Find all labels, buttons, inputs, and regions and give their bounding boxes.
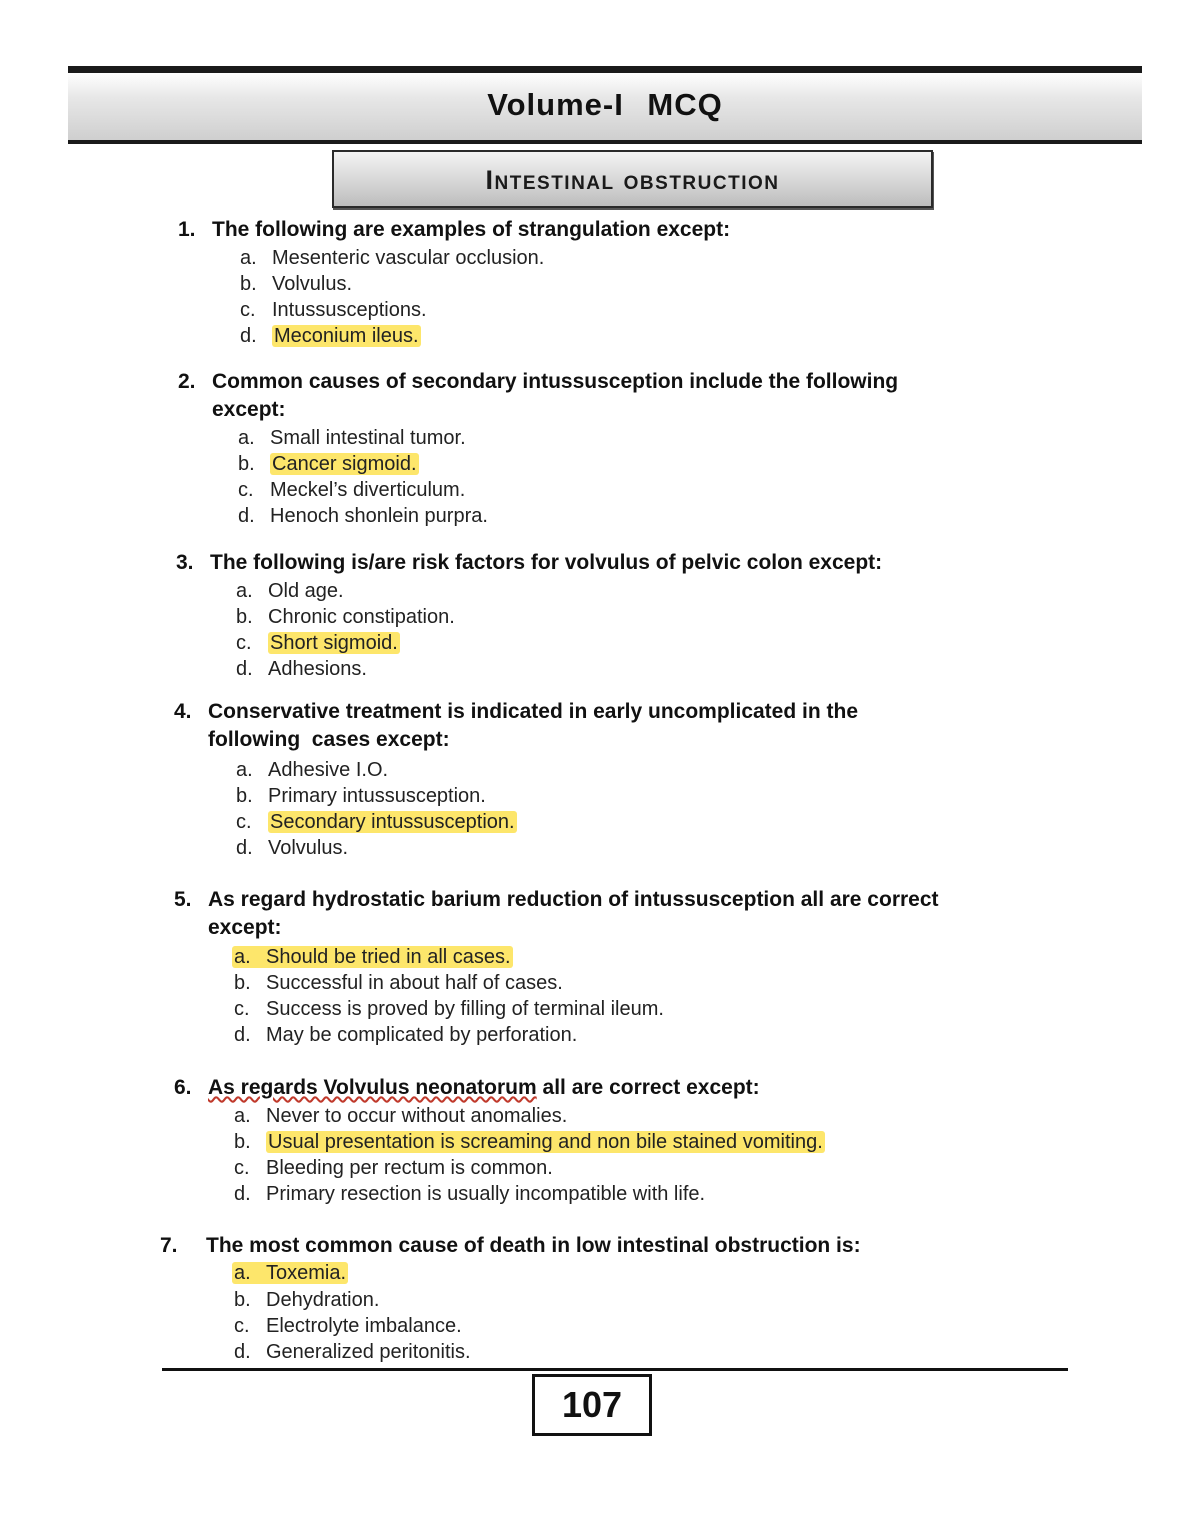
option: a. Adhesive I.O. (236, 759, 389, 781)
option: b. Dehydration. (234, 1289, 380, 1311)
option: a. Old age. (236, 580, 344, 602)
option: b. Successful in about half of cases. (234, 972, 563, 994)
answer-highlight: Meconium ileus. (274, 325, 419, 347)
option: d. Adhesions. (236, 658, 367, 680)
option: d. Henoch shonlein purpra. (238, 505, 488, 527)
question-text: The following are examples of strangulation except: (212, 218, 731, 241)
option: c. Success is proved by filling of terminal ileum. (234, 998, 664, 1020)
option: b. Primary intussusception. (236, 785, 486, 807)
option: d. Volvulus. (236, 837, 349, 859)
answer-highlight: Secondary intussusception. (270, 811, 515, 833)
question-text: The following is/are risk factors for volvulus of pelvic colon except: (210, 551, 883, 574)
option: b. Volvulus. (240, 273, 353, 295)
question-number: 3. (176, 551, 194, 574)
question-text: Conservative treatment is indicated in early uncomplicated in the following cases except: (208, 700, 859, 751)
answer-highlight: a. Should be tried in all cases. (234, 946, 511, 968)
option-correct (232, 1261, 348, 1285)
option: c. Meckel’s diverticulum. (238, 479, 466, 501)
option-correct: d. Meconium ileus. (240, 325, 419, 347)
header-band (68, 66, 1142, 144)
option: a. Never to occur without anomalies. (234, 1105, 568, 1127)
question-number: 4. (174, 700, 192, 723)
section-title-box (332, 150, 933, 208)
question-text: Common causes of secondary intussusception include the following except: (212, 370, 899, 421)
option-correct: c. Secondary intussusception. (236, 811, 515, 833)
question-text: As regards Volvulus neonatorum all are correct except: (208, 1076, 760, 1099)
page-number-box (532, 1374, 652, 1436)
question-number: 6. (174, 1076, 192, 1099)
question-number: 2. (178, 370, 196, 393)
answer-highlight: Cancer sigmoid. (272, 453, 417, 475)
page-number: 107 (561, 1384, 623, 1425)
option: c. Intussusceptions. (240, 299, 427, 321)
question-number: 1. (178, 218, 196, 241)
option: a. Mesenteric vascular occlusion. (240, 247, 545, 269)
question-number: 5. (174, 888, 192, 911)
option-correct: b. Cancer sigmoid. (238, 453, 417, 475)
question-text: As regard hydrostatic barium reduction of intussusception all are correct except: (208, 888, 939, 939)
option: d. Generalized peritonitis. (234, 1341, 471, 1363)
question-number: 7. (160, 1234, 178, 1257)
answer-highlight: Short sigmoid. (270, 632, 398, 654)
section-title: Intestinal obstruction (485, 165, 780, 195)
question-text: The most common cause of death in low intestinal obstruction is: (206, 1234, 861, 1257)
option: c. Bleeding per rectum is common. (234, 1157, 553, 1179)
option-correct (232, 945, 513, 969)
option: d. Primary resection is usually incompatible with life. (234, 1183, 706, 1205)
page-header-title: Volume-I MCQ (487, 87, 723, 122)
option-correct: b. Usual presentation is screaming and non bile stained vomiting. (234, 1131, 823, 1153)
option: c. Electrolyte imbalance. (234, 1315, 462, 1337)
option: d. May be complicated by perforation. (234, 1024, 578, 1046)
answer-highlight: Usual presentation is screaming and non bile stained vomiting. (268, 1131, 823, 1153)
option: a. Small intestinal tumor. (238, 427, 466, 449)
option: b. Chronic constipation. (236, 606, 455, 628)
option-correct: c. Short sigmoid. (236, 632, 398, 654)
answer-highlight: a. Toxemia. (234, 1262, 347, 1284)
footer-divider (162, 1368, 1068, 1371)
